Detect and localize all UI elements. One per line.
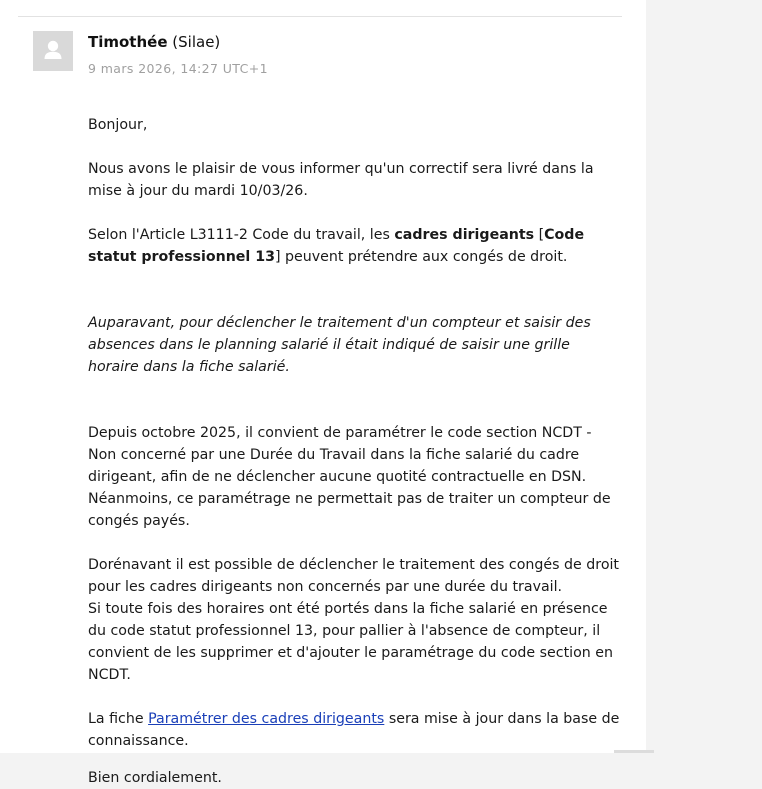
paragraph-correctif: Nous avons le plaisir de vous informer qu'un correctif sera livré dans la mise à jour du mardi 10/03/26. — [88, 161, 594, 199]
divider — [18, 16, 622, 17]
right-sidebar — [646, 0, 762, 753]
article-text-mid: [ — [534, 227, 545, 243]
paragraph-si-toute-fois: Si toute fois des horaires ont été portés dans la fiche salarié en présence du code statut professionnel 13, pour pallier à l'absence de compteur, il convient de les supprimer et d'ajouter le paramétrage du code section en NCDT. — [88, 601, 613, 683]
paragraph-article — [88, 224, 624, 268]
closing: Bien cordialement. — [88, 770, 222, 786]
message-body — [88, 114, 624, 789]
paragraph-auparavant: Auparavant, pour déclencher le traitement d'un compteur et saisir des absences dans le planning salarié il était indiqué de saisir une grille horaire dans la fiche salarié. — [88, 315, 591, 375]
article-bold-cadres: cadres dirigeants — [394, 227, 535, 243]
author-name[interactable]: Timothée — [88, 33, 168, 51]
user-placeholder-icon — [33, 31, 73, 71]
author-organization: (Silae) — [172, 33, 221, 51]
article-bold-code: Code statut professionnel 13 — [88, 227, 585, 265]
paragraph-dorenavant: Dorénavant il est possible de déclencher le traitement des congés de droit pour les cadres dirigeants non concernés par une durée du travail. — [88, 557, 619, 595]
author-line — [88, 33, 220, 51]
article-text-before: Selon l'Article L3111-2 Code du travail, les — [88, 227, 395, 243]
message-timestamp[interactable]: 9 mars 2026, 14:27 UTC+1 — [88, 61, 268, 76]
link-parametrer-cadres-dirigeants[interactable]: Paramétrer des cadres dirigeants — [148, 711, 385, 727]
avatar[interactable] — [33, 31, 73, 71]
fiche-text-before: La fiche — [88, 711, 149, 727]
fiche-text-after: sera mise à jour dans la base de connaissance. — [88, 711, 620, 749]
greeting: Bonjour, — [88, 117, 148, 133]
scroll-indicator — [614, 750, 654, 753]
article-text-after: ] peuvent prétendre aux congés de droit. — [274, 249, 568, 265]
paragraph-fiche — [88, 708, 624, 752]
paragraph-depuis: Depuis octobre 2025, il convient de paramétrer le code section NCDT - Non concerné par une Durée du Travail dans la fiche salarié du cadre dirigeant, afin de ne déclencher aucune quotité contractuelle en DSN. Néanmoins, ce paramétrage ne permettait pas de traiter un compteur de congés payés. — [88, 425, 611, 529]
